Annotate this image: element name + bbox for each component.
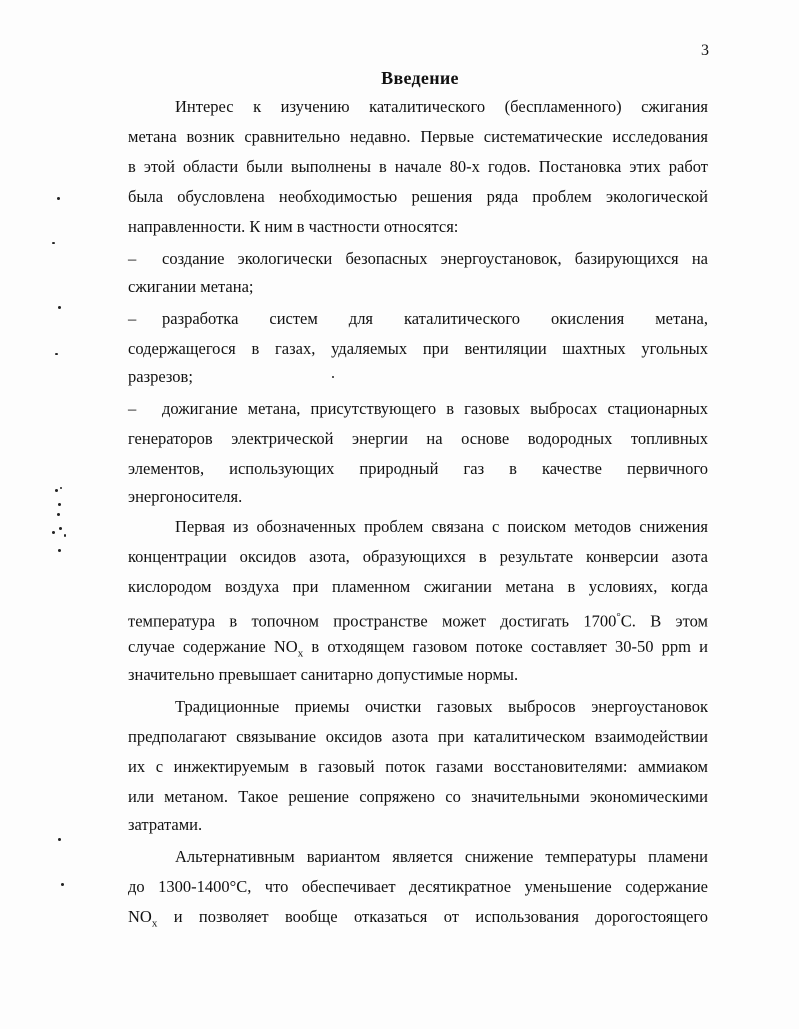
- paragraph-3-line-4: или метаном. Такое решение сопряжено со значительными экономическими: [128, 787, 708, 806]
- paragraph-1-line-2: метана возник сравнительно недавно. Первые систематические исследования: [128, 127, 708, 146]
- scan-speck: [60, 487, 62, 489]
- list-item-2-line-1: разработка систем для каталитического окисления метана,: [162, 309, 708, 328]
- list-item-3-line-2: генераторов электрической энергии на основе водородных топливных: [128, 429, 708, 448]
- list-item-1-line-2: сжигании метана;: [128, 277, 254, 296]
- list-item-2-line-2: содержащегося в газах, удаляемых при вентиляции шахтных угольных: [128, 339, 708, 358]
- paragraph-2-line-1: Первая из обозначенных проблем связана с поиском методов снижения: [175, 517, 708, 536]
- paragraph-4-line-1: Альтернативным вариантом является снижение температуры пламени: [175, 847, 708, 866]
- scan-speck: [52, 531, 55, 534]
- paragraph-2-line-2: концентрации оксидов азота, образующихся в результате конверсии азота: [128, 547, 708, 566]
- paragraph-2-line-6: значительно превышает санитарно допустимые нормы.: [128, 665, 519, 684]
- paragraph-2-line-3: кислородом воздуха при пламенном сжигании метана в условиях, когда: [128, 577, 708, 596]
- paragraph-3-line-2: предполагают связывание оксидов азота при каталитическом взаимодействии: [128, 727, 708, 746]
- list-item-3-line-4: энергоносителя.: [128, 487, 243, 506]
- paragraph-1-line-4: была обусловлена необходимостью решения ряда проблем экологической: [128, 187, 708, 206]
- scan-speck: [58, 549, 61, 552]
- paragraph-4-line-3: $NO_x$ и позволяет вообще отказаться от использования дорогостоящего: [128, 907, 708, 930]
- scan-speck: [332, 376, 334, 378]
- paragraph-3-line-3: их с инжектируемым в газовый поток газами восстановителями: аммиаком: [128, 757, 708, 776]
- paragraph-1-line-1: Интерес к изучению каталитического (беспламенного) сжигания: [175, 97, 708, 116]
- scan-speck: [61, 883, 64, 886]
- scan-speck: [55, 353, 58, 355]
- scan-speck: [57, 197, 60, 200]
- paragraph-1-line-5: направленности. К ним в частности относятся:: [128, 217, 459, 236]
- list-dash: –: [128, 309, 137, 328]
- scan-speck: [57, 513, 60, 516]
- paragraph-3-line-1: Традиционные приемы очистки газовых выбросов энергоустановок: [175, 697, 708, 716]
- list-item-1-line-1: создание экологически безопасных энергоустановок, базирующихся на: [162, 249, 708, 268]
- paragraph-3-line-5: затратами.: [128, 815, 203, 834]
- scan-speck: [64, 534, 66, 537]
- list-dash: –: [128, 399, 137, 418]
- section-title: Введение: [381, 68, 459, 88]
- paragraph-2-line-5: случае содержание $NO_x$ в отходящем газовом потоке составляет 30-50 ppm и: [128, 637, 709, 660]
- scan-speck: [59, 527, 62, 530]
- scan-speck: [58, 503, 61, 506]
- scan-speck: [55, 489, 58, 492]
- page-number: 3: [701, 42, 709, 59]
- list-item-3-line-1: дожигание метана, присутствующего в газовых выбросах стационарных: [162, 399, 708, 418]
- paragraph-1-line-3: в этой области были выполнены в начале 80-х годов. Постановка этих работ: [128, 157, 708, 176]
- scan-speck: [58, 306, 61, 309]
- paragraph-2-line-4: температура в топочном пространстве может достигать 1700°С. В этом: [128, 611, 708, 631]
- scan-speck: [58, 838, 61, 841]
- list-dash: –: [128, 249, 137, 268]
- list-item-3-line-3: элементов, использующих природный газ в качестве первичного: [128, 459, 708, 478]
- scan-speck: [52, 242, 55, 244]
- list-item-2-line-3: разрезов;: [128, 367, 193, 386]
- paragraph-4-line-2: до 1300-1400°С, что обеспечивает десятикратное уменьшение содержание: [128, 877, 708, 896]
